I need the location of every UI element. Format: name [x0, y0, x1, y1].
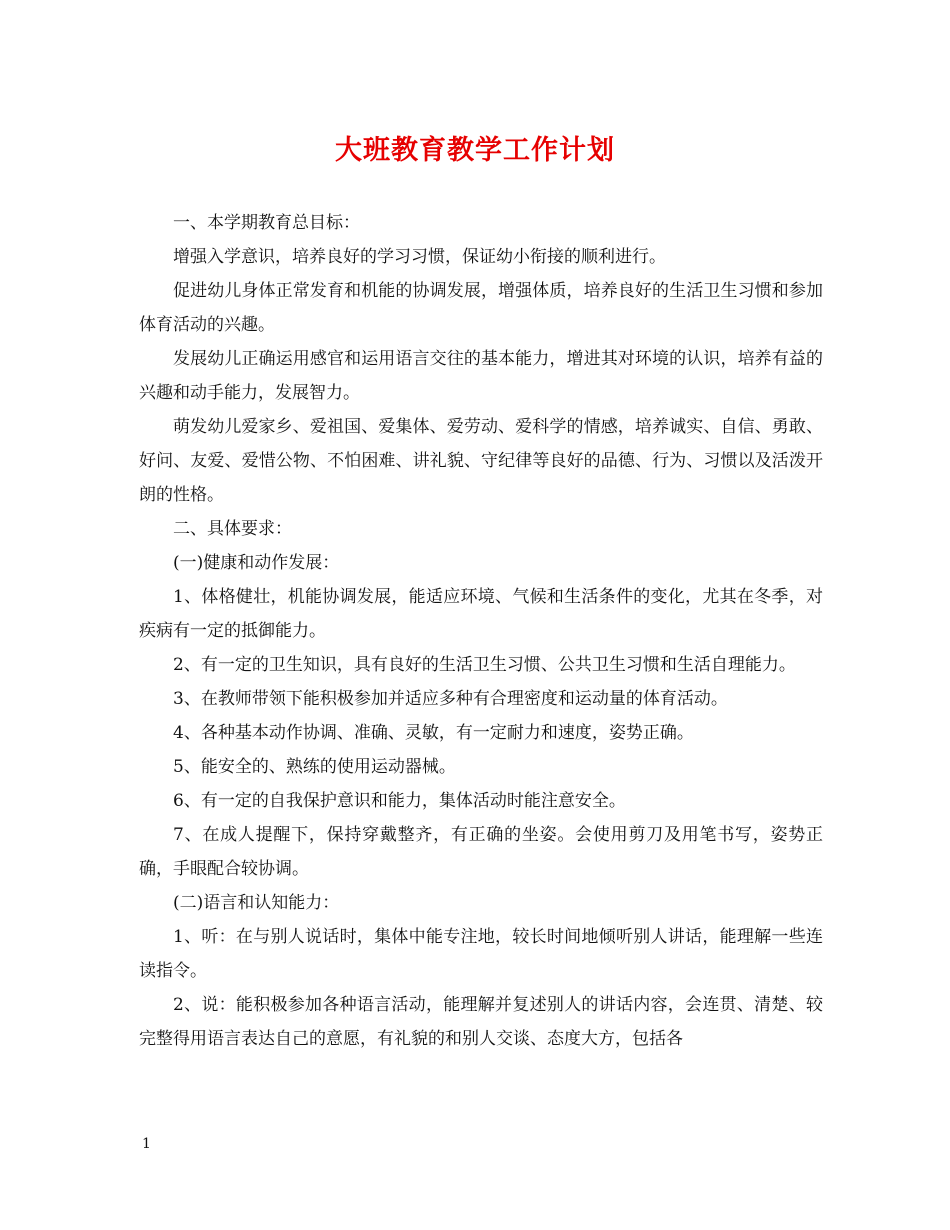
paragraph: 增强入学意识，培养良好的学习习惯，保证幼小衔接的顺利进行。: [173, 247, 666, 267]
paragraph: 2、有一定的卫生知识，具有良好的生活卫生习惯、公共卫生习惯和生活自理能力。: [173, 655, 796, 675]
paragraph: 发展幼儿正确运用感官和运用语言交往的基本能力，增进其对环境的认识，培养有益的兴趣和动手能力，发展智力。: [139, 349, 823, 403]
paragraph: 一、本学期教育总目标：: [173, 213, 360, 233]
paragraph: (一)健康和动作发展：: [173, 553, 340, 573]
paragraph: 萌发幼儿爱家乡、爱祖国、爱集体、爱劳动、爱科学的情感，培养诚实、自信、勇敢、好问、友爱、爱惜公物、不怕困难、讲礼貌、守纪律等良好的品德、行为、习惯以及活泼开朗的性格。: [139, 417, 823, 505]
paragraph: 5、能安全的、熟练的使用运动器械。: [173, 757, 456, 777]
paragraph: 二、具体要求：: [173, 519, 292, 539]
paragraph: 促进幼儿身体正常发育和机能的协调发展，增强体质，培养良好的生活卫生习惯和参加体育活动的兴趣。: [139, 281, 823, 335]
paragraph: (二)语言和认知能力：: [173, 893, 340, 913]
paragraph: 4、各种基本动作协调、准确、灵敏，有一定耐力和速度，姿势正确。: [173, 723, 694, 743]
paragraph: 3、在教师带领下能积极参加并适应多种有合理密度和运动量的体育活动。: [173, 689, 728, 709]
paragraph: 2、说：能积极参加各种语言活动，能理解并复述别人的讲话内容，会连贯、清楚、较完整得用语言表达自己的意愿，有礼貌的和别人交谈、态度大方，包括各: [139, 995, 823, 1049]
document-title: 大班教育教学工作计划: [335, 135, 615, 166]
document-body: [139, 206, 823, 1056]
paragraph: 1、体格健壮，机能协调发展，能适应环境、气候和生活条件的变化，尤其在冬季，对疾病有一定的抵御能力。: [139, 587, 823, 641]
paragraph: 7、在成人提醒下，保持穿戴整齐，有正确的坐姿。会使用剪刀及用笔书写，姿势正确，手眼配合较协调。: [139, 825, 823, 879]
paragraph: 6、有一定的自我保护意识和能力，集体活动时能注意安全。: [173, 791, 626, 811]
paragraph: 1、听：在与别人说话时，集体中能专注地，较长时间地倾听别人讲话，能理解一些连读指令。: [139, 927, 823, 981]
page-number: 1: [142, 1136, 151, 1152]
